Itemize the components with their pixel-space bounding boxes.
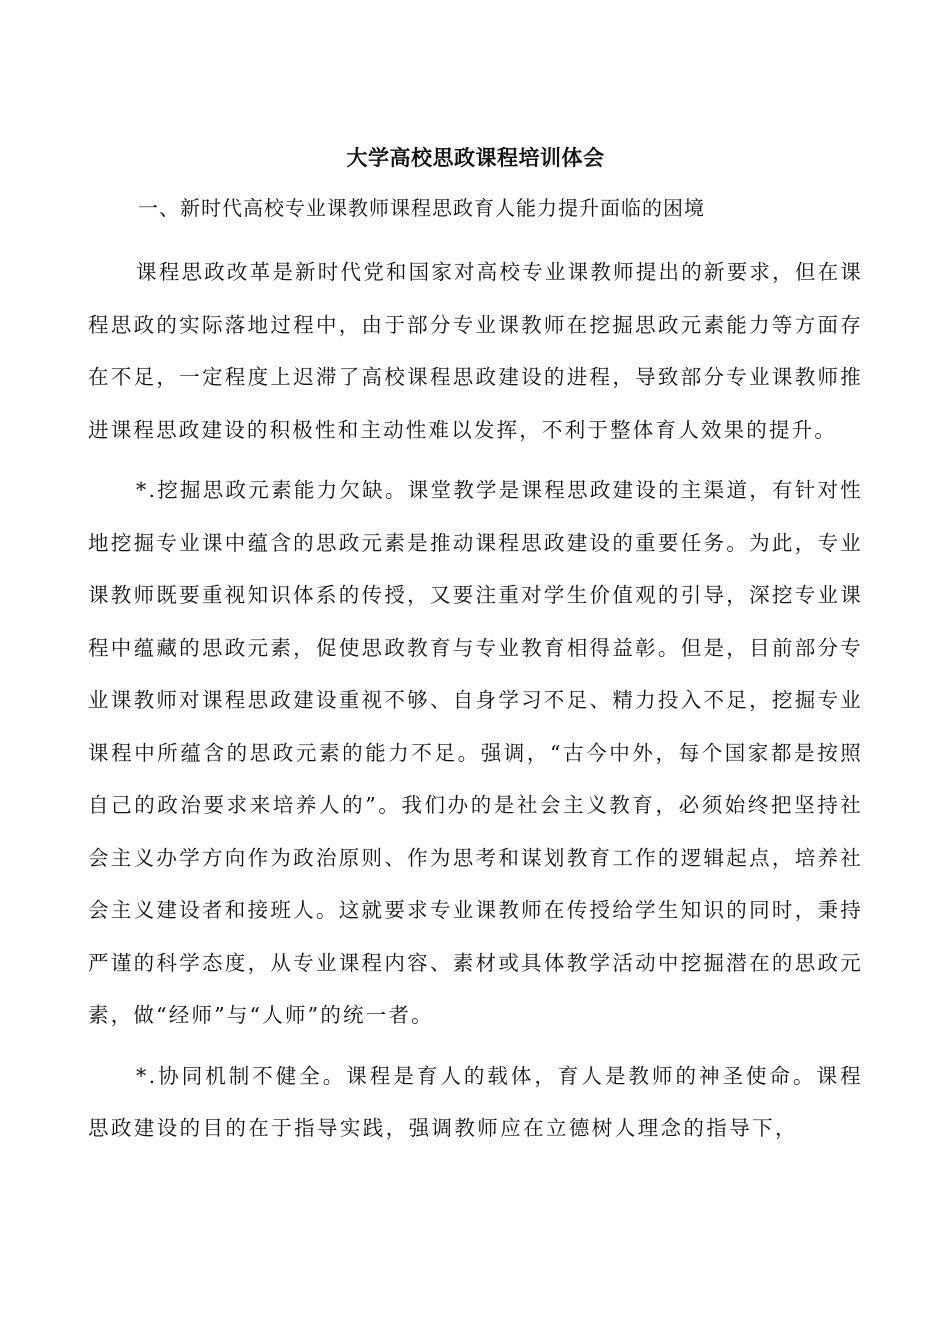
section-heading: 一、新时代高校专业课教师课程思政育人能力提升面临的困境 [138,196,705,220]
paragraph-2: *.挖掘思政元素能力欠缺。课堂教学是课程思政建设的主渠道，有针对性地挖掘专业课中蕴含的思政元素是推动课程思政建设的重要任务。为此，专业课教师既要重视知识体系的传授，又要注重对学生价值观的引导，深挖专业课程中蕴藏的思政元素，促使思政教育与专业教育相得益彰。但是，目前部分专业课教师对课程思政建设重视不够、自身学习不足、精力投入不足，挖掘专业课程中所蕴含的思政元素的能力不足。强调，“古今中外，每个国家都是按照自己的政治要求来培养人的”。我们办的是社会主义教育，必须始终把坚持社会主义办学方向作为政治原则、作为思考和谋划教育工作的逻辑起点，培养社会主义建设者和接班人。这就要求专业课教师在传授给学生知识的同时，秉持严谨的科学态度，从专业课程内容、素材或具体教学活动中挖掘潜在的思政元素，做“经师”与“人师”的统一者。 [88,478,863,1027]
paragraph-3: *.协同机制不健全。课程是育人的载体，育人是教师的神圣使命。课程思政建设的目的在于指导实践，强调教师应在立德树人理念的指导下， [88,1063,863,1140]
paragraph-1: 课程思政改革是新时代党和国家对高校专业课教师提出的新要求，但在课程思政的实际落地过程中，由于部分专业课教师在挖掘思政元素能力等方面存在不足，一定程度上迟滞了高校课程思政建设的进程，导致部分专业课教师推进课程思政建设的积极性和主动性难以发挥，不利于整体育人效果的提升。 [88,260,863,442]
document-title: 大学高校思政课程培训体会 [346,146,605,170]
document-page [88,142,863,1163]
